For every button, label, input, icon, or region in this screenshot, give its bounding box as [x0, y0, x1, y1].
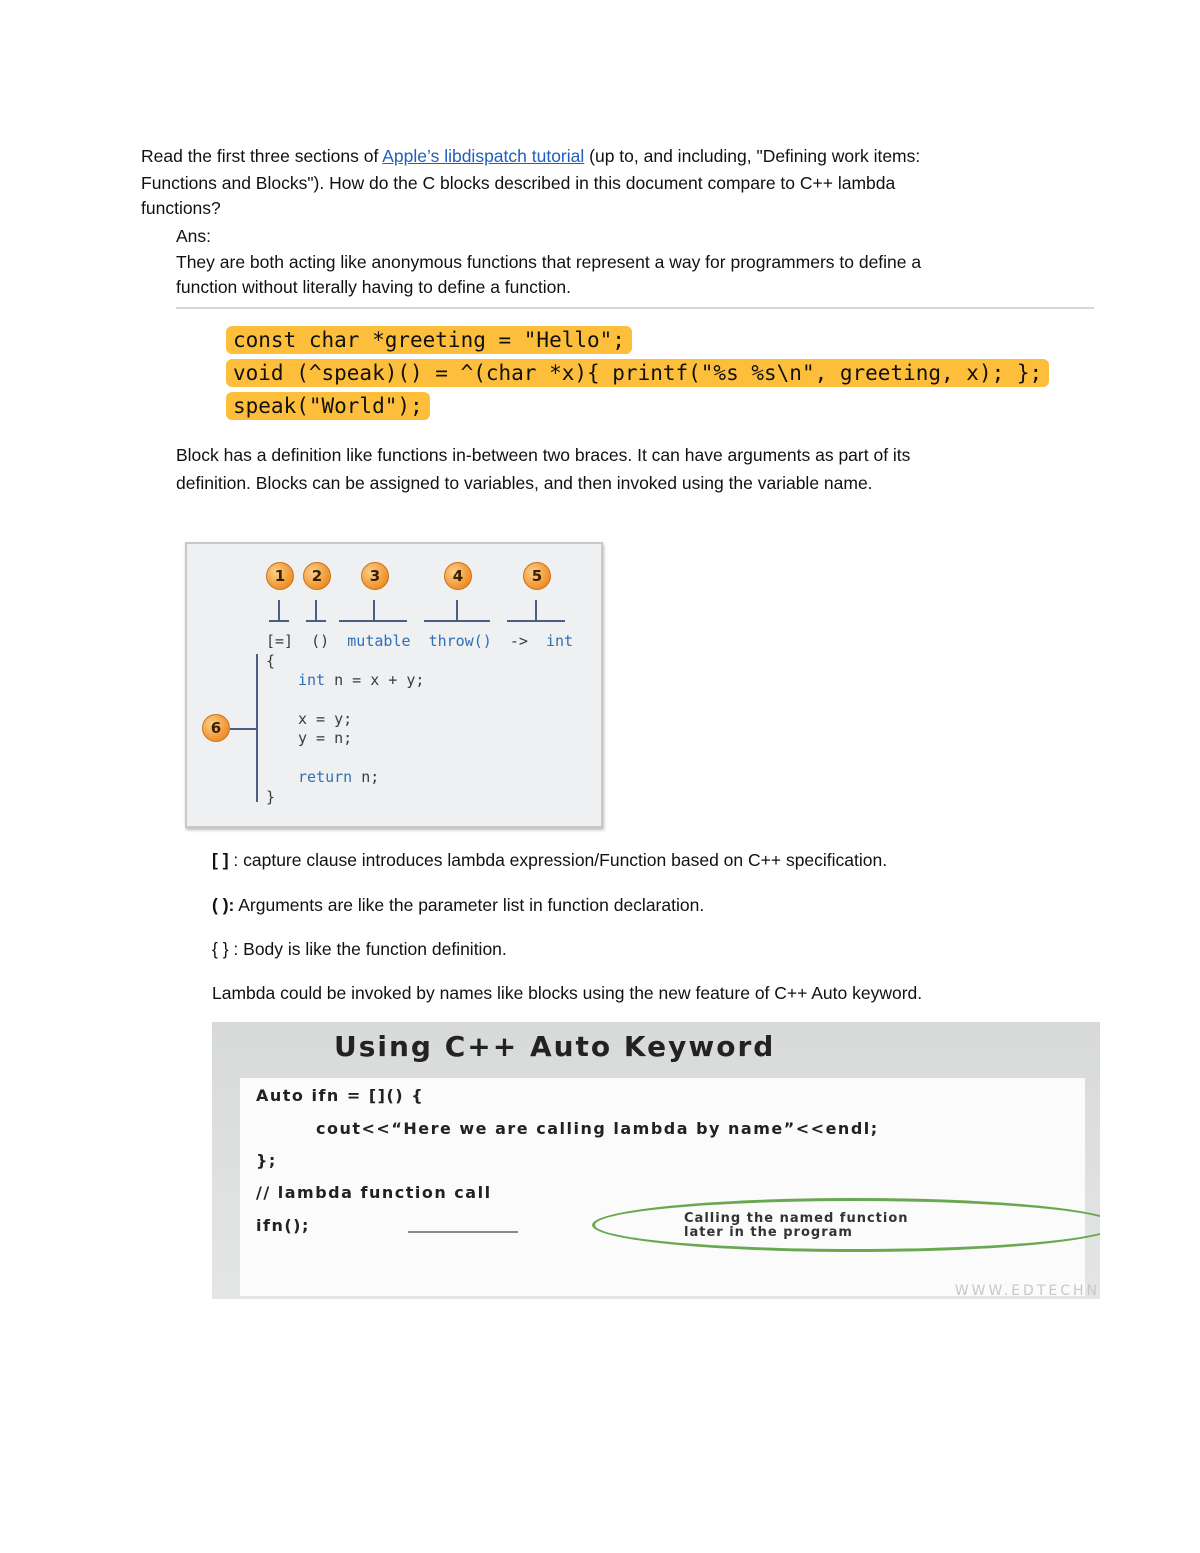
block-desc-line-2: definition. Blocks can be assigned to variables, and then invoked using the variable name.: [176, 473, 873, 493]
note-invoke: Lambda could be invoked by names like blocks using the new feature of C++ Auto keyword.: [212, 983, 923, 1003]
return-type: int: [545, 632, 574, 650]
capture-symbol: [ ]: [212, 850, 229, 870]
body-bracket-line: [256, 654, 258, 802]
body-line-4-rest: n;: [352, 768, 380, 786]
marker-5: 5: [523, 562, 551, 590]
slide-code-line-1: Auto ifn = []() {: [256, 1086, 425, 1105]
bracket-4-stem: [456, 600, 458, 620]
body-line-1-rest: n = x + y;: [325, 671, 425, 689]
int-keyword: int: [298, 671, 326, 689]
body-bracket-connector: [230, 728, 256, 730]
parameter-list: (): [311, 632, 330, 650]
block-code-line-2: void (^speak)() = ^(char *x){ printf("%s %s\n", greeting, x); };: [226, 359, 1049, 387]
question-text-post: (up to, and including, "Defining work items:: [584, 146, 921, 166]
close-brace: }: [266, 788, 276, 806]
answer-line-2: function without literally having to define a function.: [176, 277, 571, 297]
note-body: [212, 936, 507, 962]
question-line-3: functions?: [141, 198, 221, 218]
args-symbol: ( ):: [212, 895, 235, 915]
slide-code-line-5: ifn();: [256, 1216, 310, 1235]
body-text: : Body is like the function definition.: [228, 939, 507, 959]
bracket-1-stem: [278, 600, 280, 620]
args-text: Arguments are like the parameter list in function declaration.: [234, 895, 705, 915]
bracket-2-base: [306, 620, 326, 622]
marker-4: 4: [444, 562, 472, 590]
question-line-1: [141, 143, 920, 169]
slide-code-line-3: };: [256, 1151, 277, 1170]
capture-clause: [=]: [266, 632, 294, 650]
slide-watermark: WWW.EDTECHN: [954, 1283, 1100, 1299]
body-line-1: [298, 671, 424, 689]
body-line-4: [298, 768, 379, 786]
note-capture: [212, 847, 887, 873]
body-line-3: y = n;: [298, 729, 353, 747]
block-code-line-1: const char *greeting = "Hello";: [226, 326, 632, 354]
return-arrow: ->: [509, 632, 528, 650]
bracket-3-stem: [373, 600, 375, 620]
block-desc-line-1: Block has a definition like functions in-between two braces. It can have arguments as part of its: [176, 445, 911, 465]
marker-1: 1: [266, 562, 294, 590]
marker-3: 3: [361, 562, 389, 590]
lambda-anatomy-diagram: [185, 542, 603, 828]
open-brace: {: [266, 652, 276, 670]
exception-spec: throw(): [428, 632, 492, 650]
return-keyword: return: [298, 768, 353, 786]
question-line-2: Functions and Blocks"). How do the C blocks described in this document compare to C++ lambda: [141, 173, 896, 193]
bracket-3-base: [339, 620, 407, 622]
answer-label: Ans:: [176, 226, 212, 246]
callout-line-2: later in the program: [684, 1225, 853, 1240]
body-symbol: { }: [212, 939, 229, 959]
auto-keyword-slide: [212, 1022, 1100, 1299]
lambda-signature: [266, 632, 573, 650]
marker-2: 2: [303, 562, 331, 590]
bracket-2-stem: [315, 600, 317, 620]
capture-text: : capture clause introduces lambda expression/Function based on C++ specification.: [228, 850, 888, 870]
block-code-snippet: [226, 324, 1049, 423]
answer-line-1: They are both acting like anonymous functions that represent a way for programmers to define a: [176, 252, 922, 272]
callout-text: [684, 1212, 909, 1240]
callout-line-1: Calling the named function: [684, 1211, 909, 1226]
slide-code-line-4: // lambda function call: [256, 1183, 492, 1202]
bracket-1-base: [269, 620, 289, 622]
slide-code-line-2: cout<<“Here we are calling lambda by name”<<endl;: [316, 1119, 879, 1138]
mutable-spec: mutable: [347, 632, 411, 650]
body-line-2: x = y;: [298, 710, 353, 728]
marker-6: 6: [202, 714, 230, 742]
slide-title: Using C++ Auto Keyword: [334, 1030, 776, 1063]
block-code-line-3: speak("World");: [226, 392, 430, 420]
libdispatch-tutorial-link[interactable]: Apple’s libdispatch tutorial: [382, 146, 585, 166]
bracket-5-stem: [535, 600, 537, 620]
note-arguments: [212, 892, 704, 918]
bracket-5-base: [507, 620, 565, 622]
bracket-4-base: [424, 620, 490, 622]
horizontal-divider: [176, 307, 1094, 309]
question-text-pre: Read the first three sections of: [141, 146, 383, 166]
slide-pen-stroke: [408, 1231, 518, 1233]
